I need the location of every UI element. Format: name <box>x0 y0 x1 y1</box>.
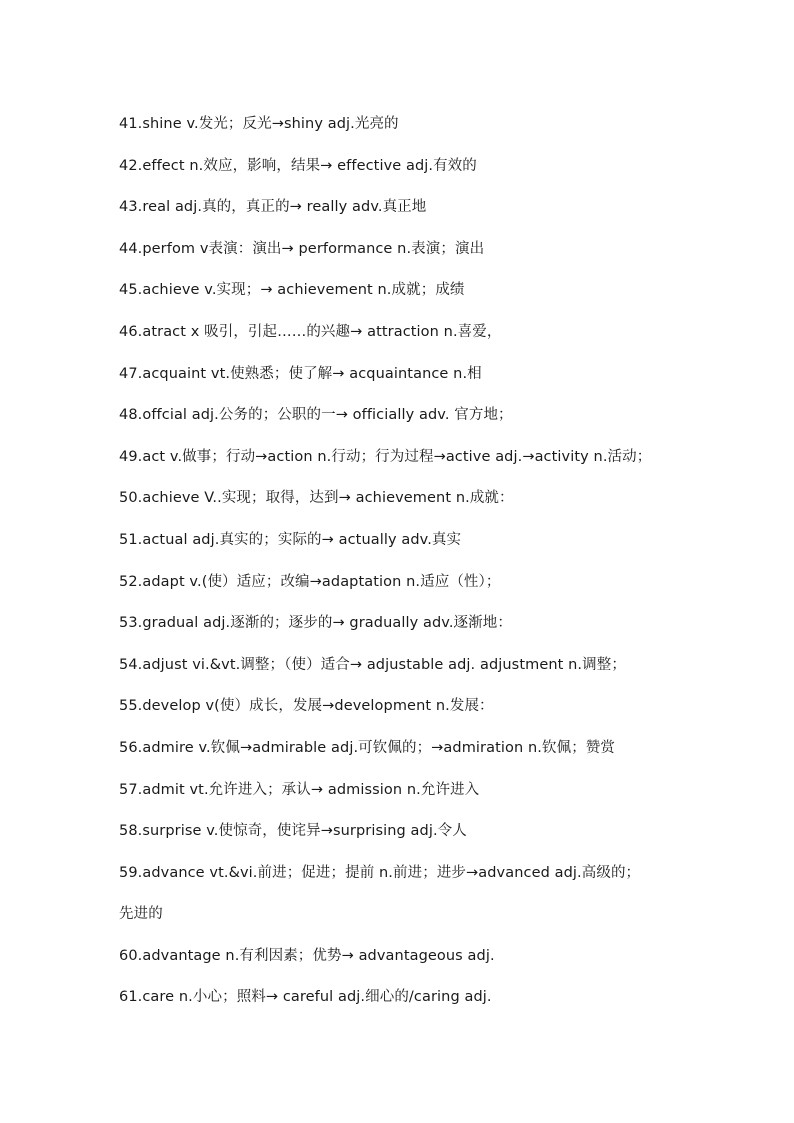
list-item: 44.perfom v表演：演出→ performance n.表演；演出 <box>119 240 485 257</box>
list-item: 43.real adj.真的，真正的→ really adv.真正地 <box>119 199 427 216</box>
list-item: 51.actual adj.真实的；实际的→ actually adv.真实 <box>119 531 462 548</box>
list-item: 58.surprise v.使惊奇，使诧异→surprising adj.令人 <box>119 823 467 840</box>
list-item: 45.achieve v.实现；→ achievement n.成就；成绩 <box>119 282 465 299</box>
list-item: 50.achieve V..实现；取得，达到→ achievement n.成就： <box>119 490 514 507</box>
list-item: 56.admire v.钦佩→admirable adj.可钦佩的；→admiration n.钦佩；赞赏 <box>119 739 615 756</box>
list-item: 61.care n.小心；照料→ careful adj.细心的/caring adj. <box>119 989 492 1006</box>
list-item: 49.act v.做事；行动→action n.行动；行为过程→active adj.→activity n.活动； <box>119 448 652 465</box>
list-item: 41.shine v.发光；反光→shiny adj.光亮的 <box>119 116 399 132</box>
list-item: 55.develop v(使）成长，发展→development n.发展： <box>119 698 494 715</box>
list-item-continuation: 先进的 <box>119 906 163 923</box>
list-item: 46.atract x 吸引，引起……的兴趣→ attraction n.喜爱， <box>119 323 502 340</box>
vocabulary-list <box>119 104 739 1019</box>
list-item: 42.effect n.效应，影响，结果→ effective adj.有效的 <box>119 157 477 174</box>
list-item: 52.adapt v.(使）适应；改编→adaptation n.适应（性）； <box>119 573 501 590</box>
list-item: 48.offcial adj.公务的；公职的一→ officially adv. 官方地； <box>119 407 513 424</box>
list-item: 47.acquaint vt.使熟悉；使了解→ acquaintance n.相 <box>119 365 482 382</box>
list-item: 53.gradual adj.逐渐的；逐步的→ gradually adv.逐渐地： <box>119 615 512 632</box>
list-item: 54.adjust vi.&vt.调整；（使）适合→ adjustable adj. adjustment n.调整； <box>119 656 626 673</box>
list-item: 57.admit vt.允许进入；承认→ admission n.允许进入 <box>119 781 480 798</box>
list-item: 60.advantage n.有利因素；优势→ advantageous adj. <box>119 947 495 964</box>
list-item: 59.advance vt.&vi.前进；促进；提前 n.前进；进步→advanced adj.高级的； <box>119 864 641 881</box>
